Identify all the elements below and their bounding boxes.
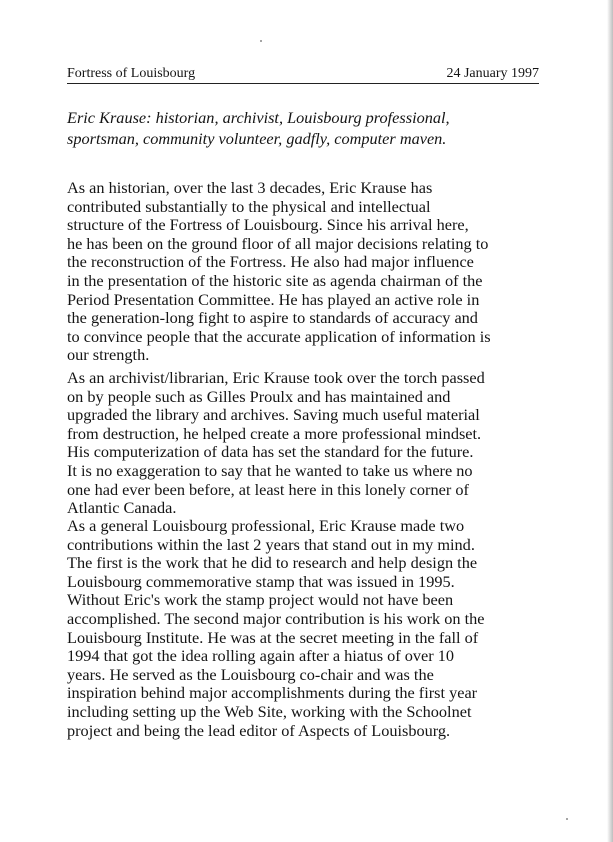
text-line: from destruction, he helped create a more professional mindset. — [67, 423, 482, 443]
text-line: including setting up the Web Site, working with the Schoolnet — [67, 701, 472, 721]
text-line: As an archivist/librarian, Eric Krause took over the torch passed — [67, 368, 485, 387]
text-line: Without Eric's work the stamp project would not have been — [67, 590, 454, 610]
text-line: Atlantic Canada. — [67, 498, 177, 518]
text-line: upgraded the library and archives. Saving much useful material — [67, 405, 480, 425]
text-line: the generation-long fight to aspire to standards of accuracy and — [67, 308, 478, 328]
paragraph-archivist — [67, 369, 557, 518]
text-line: Louisbourg commemorative stamp that was issued in 1995. — [67, 571, 455, 591]
text-line: one had ever been before, at least here in this lonely corner of — [67, 479, 469, 499]
paragraph-historian — [67, 179, 557, 365]
text-line: As an historian, over the last 3 decades, Eric Krause has — [67, 178, 433, 197]
text-line: Louisbourg Institute. He was at the secret meeting in the fall of — [67, 627, 479, 647]
document-subtitle — [67, 107, 547, 149]
text-line: Period Presentation Committee. He has played an active role in — [67, 289, 480, 309]
text-line: our strength. — [67, 345, 150, 365]
text-line: As a general Louisbourg professional, Eric Krause made two — [67, 516, 465, 535]
header-date: 24 January 1997 — [446, 66, 539, 81]
text-line: years. He served as the Louisbourg co-chair and was the — [67, 664, 434, 684]
paragraph-professional — [67, 517, 557, 740]
text-line: His computerization of data has set the standard for the future. — [67, 442, 474, 462]
text-line: contributed substantially to the physical and intellectual — [67, 196, 431, 216]
text-line: structure of the Fortress of Louisbourg. Since his arrival here, — [67, 215, 469, 235]
text-line: to convince people that the accurate application of information is — [67, 326, 491, 346]
text-line: 1994 that got the idea rolling again after a hiatus of over 10 — [67, 646, 455, 666]
text-line: the reconstruction of the Fortress. He also had major influence — [67, 252, 474, 272]
header-organization: Fortress of Louisbourg — [67, 66, 196, 81]
scan-edge-shadow — [607, 0, 613, 842]
scan-speck — [260, 40, 262, 42]
text-line: he has been on the ground floor of all major decisions relating to — [67, 233, 489, 253]
subtitle-line: sportsman, community volunteer, gadfly, computer maven. — [67, 129, 447, 148]
text-line: project and being the lead editor of Aspects of Louisbourg. — [67, 720, 451, 740]
page-header — [67, 66, 539, 84]
text-line: It is no exaggeration to say that he wanted to take us where no — [67, 460, 473, 480]
subtitle-line: Eric Krause: historian, archivist, Louisbourg professional, — [67, 108, 450, 127]
text-line: accomplished. The second major contribution is his work on the — [67, 608, 485, 628]
text-line: The first is the work that he did to research and help design the — [67, 553, 478, 573]
text-line: inspiration behind major accomplishments during the first year — [67, 683, 478, 703]
text-line: in the presentation of the historic site as agenda chairman of the — [67, 270, 483, 290]
text-line: contributions within the last 2 years that stand out in my mind. — [67, 534, 475, 554]
text-line: on by people such as Gilles Proulx and has maintained and — [67, 386, 451, 406]
scan-speck — [566, 818, 568, 820]
